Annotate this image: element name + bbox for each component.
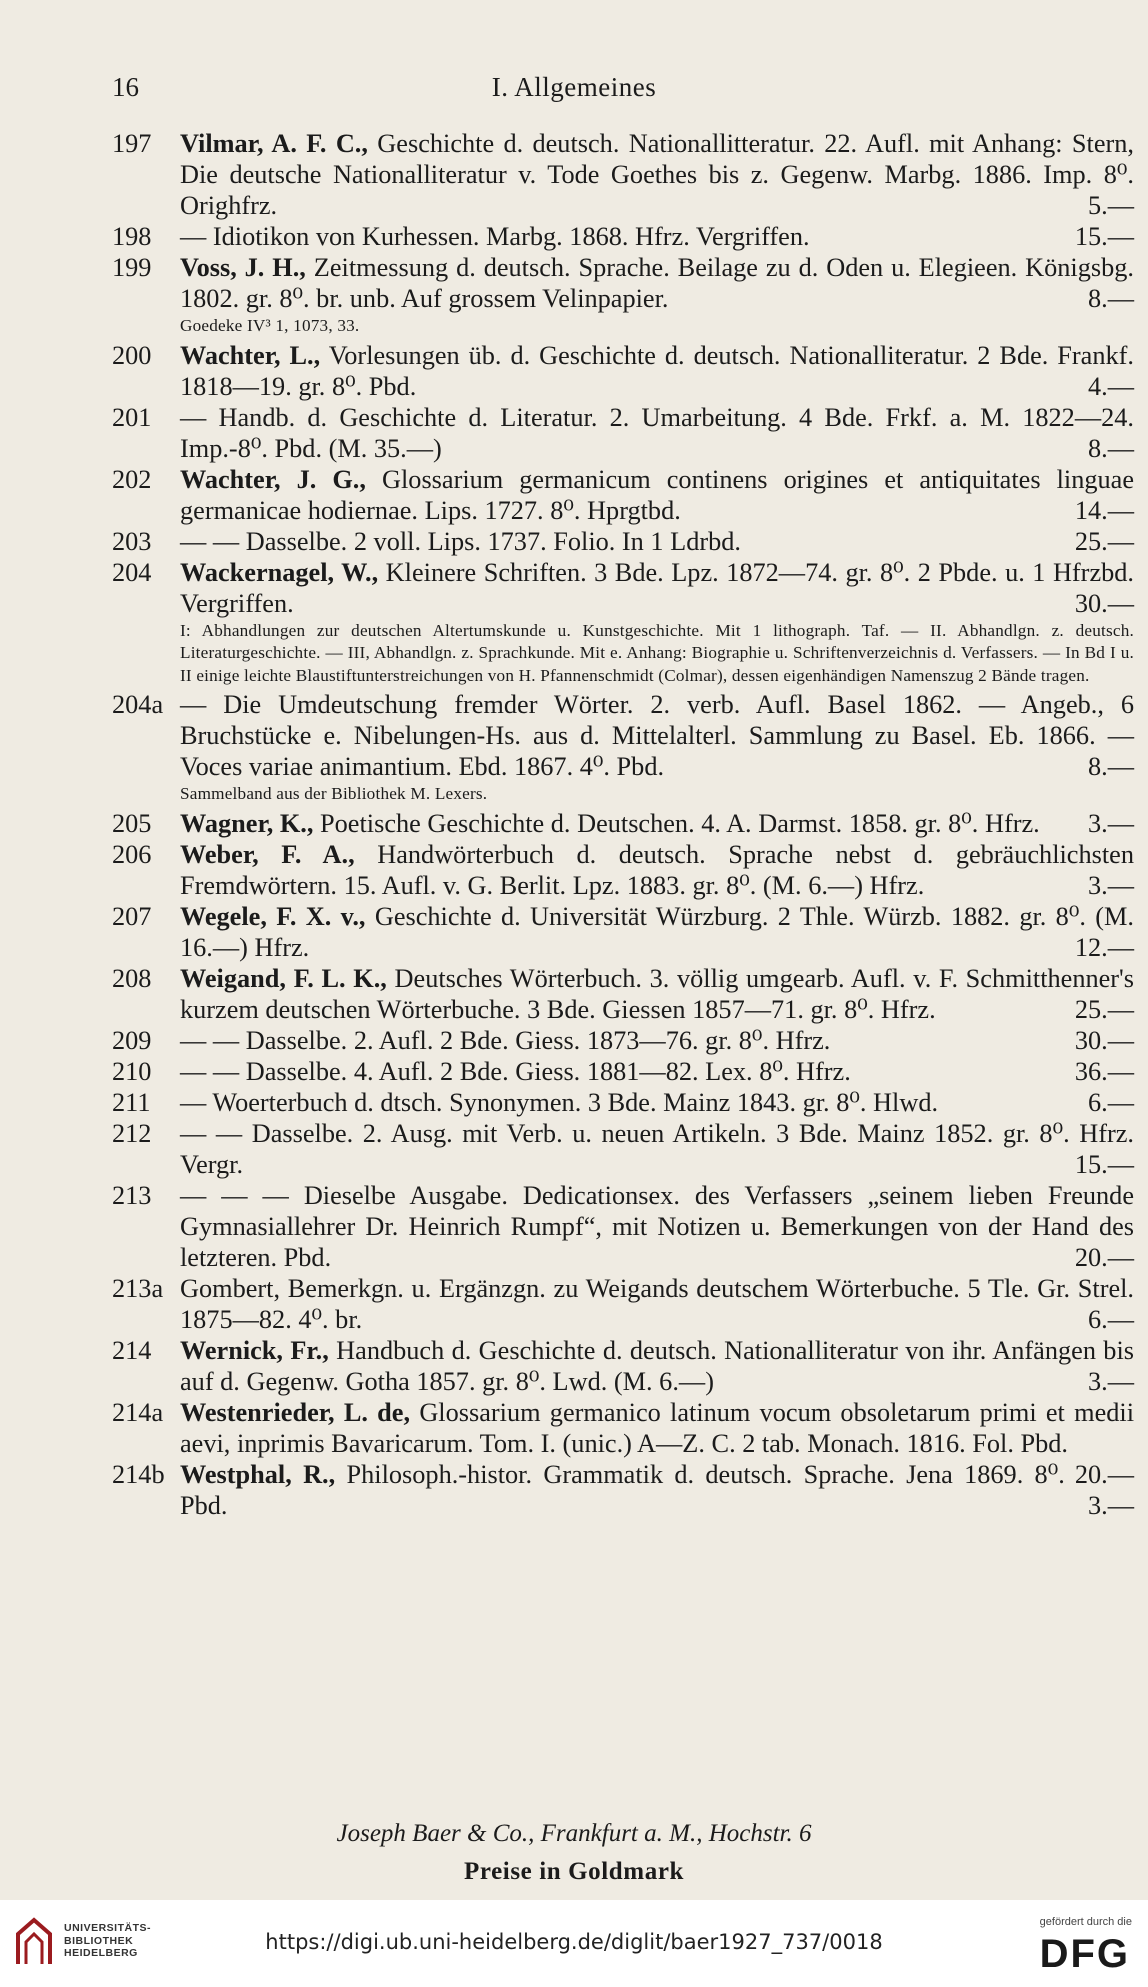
dfg-logo: DFG [1039,1932,1130,1976]
entry-price: 25.— [1074,994,1134,1024]
catalog-entry [112,689,1134,806]
entry-price: 30.— [1074,1025,1134,1055]
entry-number: 202 [112,464,152,494]
entry-text: Deutsches Wörterbuch. 3. völlig umgearb. Aufl. v. F. Schmitthenner's kurzem deutschen Wörterbuche. 3 Bde. Giessen 1857—71. gr. 8⁰. Hfrz. [180,963,1135,1024]
entry-number: 209 [112,1025,152,1055]
catalog-entry [112,839,1134,901]
catalog-entry [112,1273,1134,1335]
catalog-entry [112,221,1134,252]
page-number: 16 [112,72,139,102]
catalog-entry [112,1087,1134,1118]
catalog-entry [112,557,1134,688]
catalog-entry [112,1025,1134,1056]
entry-price: 3.— [1087,1366,1134,1396]
entry-author: Wegele, F. X. v., [180,901,366,931]
entry-text: — — — Dieselbe Ausgabe. Dedicationsex. des Verfassers „seinem lieben Freunde Gymnasiallehrer Dr. Heinrich Rumpf“, mit Notizen u. Bemerkungen von der Hand des letzteren. Pbd. [180,1180,1134,1272]
library-name-line: UNIVERSITÄTS- [64,1922,152,1934]
catalog-entry [112,1180,1134,1273]
library-name-line: HEIDELBERG [64,1947,138,1959]
entry-price: 6.— [1087,1304,1134,1334]
catalog-entry [112,1459,1134,1521]
entry-number: 214b [112,1459,165,1489]
entry-text: — — Dasselbe. 2 voll. Lips. 1737. Folio. In 1 Ldrbd. [180,526,741,556]
entry-text: — — Dasselbe. 2. Ausg. mit Verb. u. neuen Artikeln. 3 Bde. Mainz 1852. gr. 8⁰. Hfrz. Vergr. [180,1118,1134,1179]
entry-price: 8.— [1087,433,1134,463]
entry-text: Handwörterbuch d. deutsch. Sprache nebst d. gebräuchlichsten Fremdwörtern. 15. Aufl. v. G. Berlit. Lpz. 1883. gr. 8⁰. (M. 6.—) Hfrz. [180,839,1134,900]
publisher-line: Joseph Baer & Co., Frankfurt a. M., Hochstr. 6 [336,1820,812,1847]
entry-author: Weigand, F. L. K., [180,963,387,993]
entry-number: 207 [112,901,152,931]
catalog-entry [112,402,1134,464]
entry-price: 5.— [1087,191,1134,220]
catalog-entry [112,340,1134,402]
entry-price: 3.— [1087,808,1134,838]
entry-price: 20.— [1074,1242,1134,1272]
entry-number: 212 [112,1118,152,1148]
permalink-url[interactable]: https://digi.ub.uni-heidelberg.de/diglit/baer1927_737/0018 [265,1930,883,1954]
entry-number: 204a [112,690,164,719]
entry-text: — Woerterbuch d. dtsch. Synonymen. 3 Bde. Mainz 1843. gr. 8⁰. Hlwd. [180,1087,939,1117]
entry-author: Wachter, L., [180,340,321,370]
entry-text: Gombert, Bemerkgn. u. Ergänzgn. zu Weigands deutschem Wörterbuche. 5 Tle. Gr. Strel. 1875—82. 4⁰. br. [180,1273,1134,1334]
entry-price: 3.— [1087,1490,1134,1520]
catalog-entry [112,808,1134,839]
entry-note: Goedeke IV³ 1, 1073, 33. [180,316,360,335]
entry-number: 214a [112,1397,164,1427]
library-name-line: BIBLIOTHEK [64,1934,134,1947]
entry-number: 204 [112,557,152,587]
catalog-entries [112,128,1134,1521]
page-header [0,72,1148,112]
entry-price: 3.— [1087,870,1134,900]
entry-price: 25.— [1074,526,1134,556]
catalog-entry [112,526,1134,557]
entry-number: 199 [112,253,152,282]
catalog-entry [112,1056,1134,1087]
funded-by-label: gefördert durch die [1039,1916,1132,1928]
entry-author: Vilmar, A. F. C., [180,129,368,158]
entry-text: Philosoph.-histor. Grammatik d. deutsch. Sprache. Jena 1869. 8⁰. Pbd. [180,1459,1065,1520]
entry-number: 213 [112,1180,152,1210]
entry-number: 201 [112,402,152,432]
catalog-entry [112,128,1134,221]
entry-author: Westphal, R., [180,1459,336,1489]
entry-number: 198 [112,222,152,251]
entry-note: I: Abhandlungen zur deutschen Altertumskunde u. Kunstgeschichte. Mit 1 lithograph. Taf. — II. Abhandlgn. z. deutsch. Literaturgeschichte. — III, Abhandlgn. z. Sprachkunde. Mit e. Anhang: Biographie u. Schriftenverzeichnis d. Verfassers. — In Bd I u. II einige leichte Blaustiftunterstreichungen von H. Pfannenschmidt (Colmar), dessen eigenhändigen Namenszug 2 Bände tragen. [180,620,1134,685]
entry-author: Wachter, J. G., [180,464,366,494]
entry-text: Vorlesungen üb. d. Geschichte d. deutsch. Nationalliteratur. 2 Bde. Frankf. 1818—19. gr. 8⁰. Pbd. [180,340,1134,401]
entry-number: 200 [112,340,152,370]
entry-number: 208 [112,963,152,993]
entry-number: 197 [112,129,152,158]
entry-text: Poetische Geschichte d. Deutschen. 4. A. Darmst. 1858. gr. 8⁰. Hfrz. [320,808,1040,838]
entry-text: Handbuch d. Geschichte d. deutsch. Nationalliteratur von ihr. Anfängen bis auf d. Gegenw. Gotha 1857. gr. 8⁰. Lwd. (M. 6.—) [180,1335,1134,1396]
entry-text: — — Dasselbe. 2. Aufl. 2 Bde. Giess. 1873—76. gr. 8⁰. Hfrz. [180,1025,831,1055]
entry-text: — Handb. d. Geschichte d. Literatur. 2. Umarbeitung. 4 Bde. Frkf. a. M. 1822—24. Imp.-8⁰. Pbd. (M. 35.—) [180,402,1134,463]
entry-number: 210 [112,1056,152,1086]
entry-price: 14.— [1074,495,1134,525]
entry-text: Glossarium germanico latinum vocum obsoletarum primi et medii aevi, inprimis Bavaricarum. Tom. I. (unic.) A—Z. C. 2 tab. Monach. 1816. Fol. Pbd. [180,1397,1134,1458]
entry-price: 36.— [1074,1056,1134,1086]
entry-text: — — Dasselbe. 4. Aufl. 2 Bde. Giess. 1881—82. Lex. 8⁰. Hfrz. [180,1056,851,1086]
entry-text: Geschichte d. Universität Würzburg. 2 Thle. Würzb. 1882. gr. 8⁰. (M. 16.—) Hfrz. [180,901,1134,962]
entry-price: 8.— [1087,284,1134,313]
entry-number: 205 [112,808,152,838]
running-head: I. Allgemeines [491,72,657,102]
entry-price: 20.— [1074,1459,1134,1489]
entry-number: 213a [112,1273,164,1303]
catalog-entry [112,464,1134,526]
catalog-entry [112,1335,1134,1397]
entry-author: Westenrieder, L. de, [180,1397,411,1427]
entry-number: 211 [112,1087,151,1117]
entry-text: — Idiotikon von Kurhessen. Marbg. 1868. Hfrz. Vergriffen. [180,222,810,251]
entry-number: 206 [112,839,152,869]
entry-price: 15.— [1074,222,1134,251]
entry-author: Wagner, K., [180,808,314,838]
entry-number: 214 [112,1335,152,1365]
catalog-entry [112,963,1134,1025]
entry-author: Voss, J. H., [180,253,306,282]
entry-text: — Die Umdeutschung fremder Wörter. 2. verb. Aufl. Basel 1862. — Angeb., 6 Bruchstücke e. Nibelungen-Hs. aus d. Mittelalterl. Sammlung zu Basel. Eb. 1866. — Voces variae animantium. Ebd. 1867. 4⁰. Pbd. [180,690,1134,781]
catalog-entry [112,252,1134,338]
entry-number: 203 [112,526,152,556]
entry-author: Weber, F. A., [180,839,355,869]
entry-author: Wackernagel, W., [180,557,379,587]
entry-author: Wernick, Fr., [180,1335,329,1365]
catalog-entry [112,901,1134,963]
entry-text: Glossarium germanicum continens origines et antiquitates linguae germanicae hodiernae. Lips. 1727. 8⁰. Hprgtbd. [180,464,1134,525]
entry-price: 8.— [1087,752,1134,781]
entry-price: 30.— [1074,588,1134,618]
entry-text: Geschichte d. deutsch. Nationallitteratur. 22. Aufl. mit Anhang: Stern, Die deutsche Nationalliteratur v. Tode Goethes bis z. Gegenw. Marbg. 1886. Imp. 8⁰. Orighfrz. [180,129,1134,220]
entry-text: Zeitmessung d. deutsch. Sprache. Beilage zu d. Oden u. Elegieen. Königsbg. 1802. gr. 8⁰. br. unb. Auf grossem Velinpapier. [180,253,1134,313]
catalog-entry [112,1118,1134,1180]
entry-price: 15.— [1074,1149,1134,1179]
viewer-footer-bar [0,1900,1148,1987]
entry-note: Sammelband aus der Bibliothek M. Lexers. [180,784,488,803]
publisher-footer [0,1820,1148,1886]
prices-note: Preise in Goldmark [463,1858,685,1885]
entry-price: 4.— [1087,371,1134,401]
entry-price: 12.— [1074,932,1134,962]
entry-text: Kleinere Schriften. 3 Bde. Lpz. 1872—74. gr. 8⁰. 2 Pbde. u. 1 Hfrzbd. Vergriffen. [180,557,1134,618]
entry-price: 6.— [1087,1087,1134,1117]
